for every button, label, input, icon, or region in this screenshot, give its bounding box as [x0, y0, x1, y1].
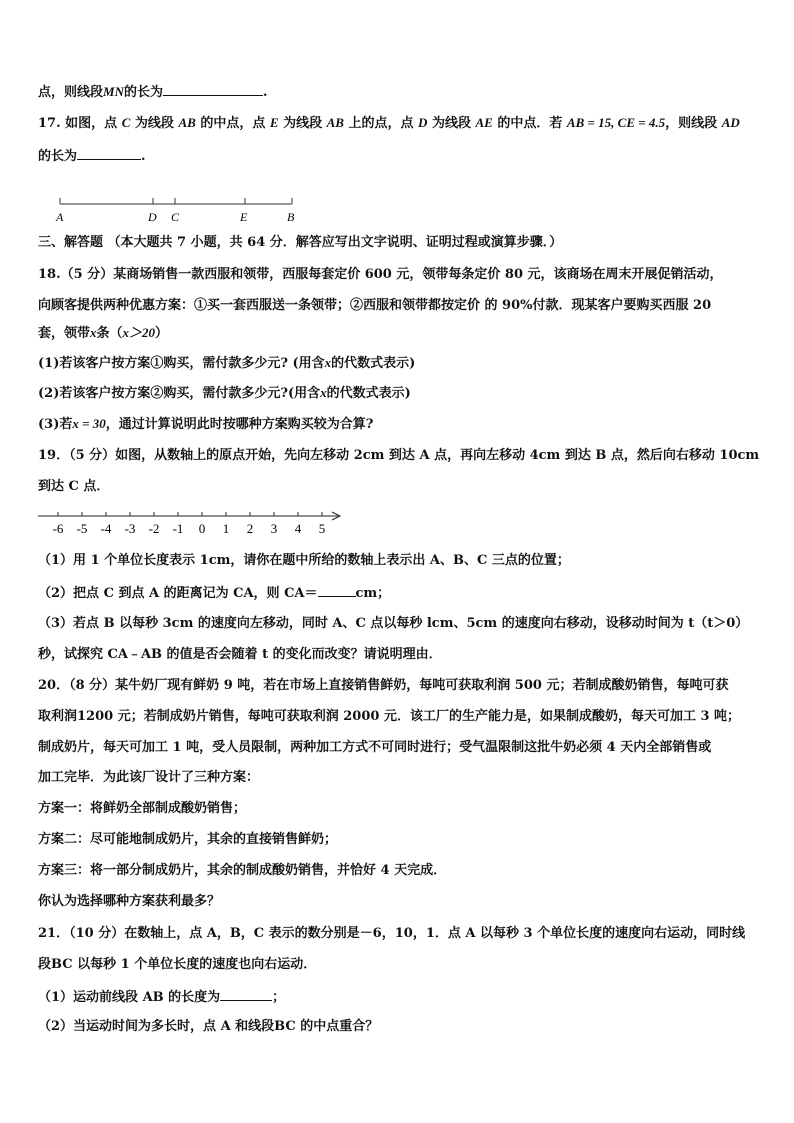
axis-tick-label: -6	[52, 521, 64, 536]
var-mn: MN	[103, 84, 124, 99]
q21-line2: 段BC 以每秒 1 个单位长度的速度也向右运动．	[38, 957, 317, 972]
point-label-e: E	[240, 210, 248, 224]
point-label-b: B	[287, 210, 295, 224]
q21-line1: 21．（10 分）在数轴上，点 A，B，C 表示的数分别是－6，10，1．点 A 以每秒 3 个单位长度的速度向右运动，同时线	[38, 926, 746, 941]
q20-line1: 20．（8 分）某牛奶厂现有鲜奶 9 吨，若在市场上直接销售鲜奶，每吨可获取利润 500 元；若制成酸奶销售，每吨可获	[38, 678, 729, 693]
answer-blank[interactable]	[318, 583, 356, 597]
axis-tick-label: -5	[76, 521, 88, 536]
axis-tick-label: 3	[270, 521, 278, 536]
axis-tick-label: 1	[222, 521, 230, 536]
q19-line1: 19．（5 分）如图，从数轴上的原点开始，先向左移动 2cm 到达 A 点，再向左移动 4cm 到达 B 点，然后向右移动 10cm	[38, 448, 760, 463]
q20-question: 你认为选择哪种方案获利最多？	[38, 894, 221, 909]
axis-tick-label: 4	[294, 521, 302, 536]
segment-figure	[50, 192, 310, 226]
axis-tick-label: -3	[124, 521, 136, 536]
q20-line3: 制成奶片，每天可加工 1 吨，受人员限制，两种加工方式不可同时进行；受气温限制这批牛奶必须 4 天内全部销售或	[38, 740, 712, 755]
q21-sub1: （1）运动前线段 AB 的长度为 ；	[38, 987, 285, 1007]
q20-line4: 加工完毕．为此该厂设计了三种方案：	[38, 770, 260, 785]
q20-plan2: 方案二：尽可能地制成奶片，其余的直接销售鲜奶；	[38, 832, 338, 847]
section-heading: 三、解答题 （本大题共 7 小题，共 64 分．解答应写出文字说明、证明过程或演算步骤．）	[38, 235, 563, 250]
q19-sub3-line2: 秒，试探究 CA﹣AB 的值是否会随着 t 的变化而改变？请说明理由．	[38, 647, 442, 662]
q19-line2: 到达 C 点．	[38, 479, 110, 494]
q19-sub1: （1）用 1 个单位长度表示 1cm，请你在题中所给的数轴上表示出 A、B、C 三点的位置；	[38, 553, 570, 568]
axis-tick-label: 0	[198, 521, 206, 536]
q18-sub1: (1)若该客户按方案①购买，需付款多少元? (用含x的代数式表示)	[38, 355, 416, 371]
q20-plan3: 方案三：将一部分制成奶片，其余的制成酸奶销售，并恰好 4 天完成．	[38, 863, 447, 878]
axis-tick-label: -2	[148, 521, 160, 536]
answer-blank[interactable]	[77, 146, 141, 160]
axis-tick-label: 5	[318, 521, 326, 536]
number-line	[38, 508, 348, 538]
q16-tail-line: 点，则线段MN的长为 .	[38, 84, 268, 100]
q21-sub2: （2）当运动时间为多长时，点 A 和线段BC 的中点重合？	[38, 1019, 379, 1034]
q17-line2: 的长为 .	[38, 146, 146, 166]
q18-sub2: (2)若该客户按方案②购买，需付款多少元?(用含x的代数式表示)	[38, 385, 411, 401]
q20-line2: 取利润1200 元；若制成奶片销售，每吨可获取利润 2000 元．该工厂的生产能力是，如果制成酸奶，每天可加工 3 吨；	[38, 709, 741, 724]
point-label-d: D	[148, 210, 157, 224]
point-label-c: C	[171, 210, 180, 224]
q20-plan1: 方案一：将鲜奶全部制成酸奶销售；	[38, 801, 247, 816]
q19-sub2: （2）把点 C 到点 A 的距离记为 CA，则 CA＝ cm；	[38, 583, 390, 603]
axis-tick-label: -4	[100, 521, 112, 536]
q18-sub3: (3)若x = 30，通过计算说明此时按哪种方案购买较为合算?	[38, 416, 374, 432]
q17-line1: 17. 如图，点 C 为线段 AB 的中点，点 E 为线段 AB 上的点，点 D 为线段 AE 的中点．若 AB = 15, CE = 4.5，则线段 AD	[38, 115, 740, 131]
q18-line2: 向顾客提供两种优惠方案：①买一套西服送一条领带；②西服和领带都按定价 的 90%付款．现某客户要购买西服 20	[38, 298, 712, 313]
answer-blank[interactable]	[163, 82, 263, 96]
axis-tick-label: 2	[246, 521, 254, 536]
answer-blank[interactable]	[220, 987, 272, 1001]
point-label-a: A	[56, 210, 64, 224]
q19-sub3: （3）若点 B 以每秒 3cm 的速度向左移动，同时 A、C 点以每秒 lcm、5cm 的速度向右移动，设移动时间为 t（t＞0）	[38, 616, 749, 631]
q18-line3: 套，领带x条（x＞20）	[38, 325, 169, 341]
axis-tick-label: -1	[172, 521, 184, 536]
q18-line1: 18.（5 分）某商场销售一款西服和领带，西服每套定价 600 元，领带每条定价 80 元，该商场在周末开展促销活动，	[38, 267, 723, 282]
